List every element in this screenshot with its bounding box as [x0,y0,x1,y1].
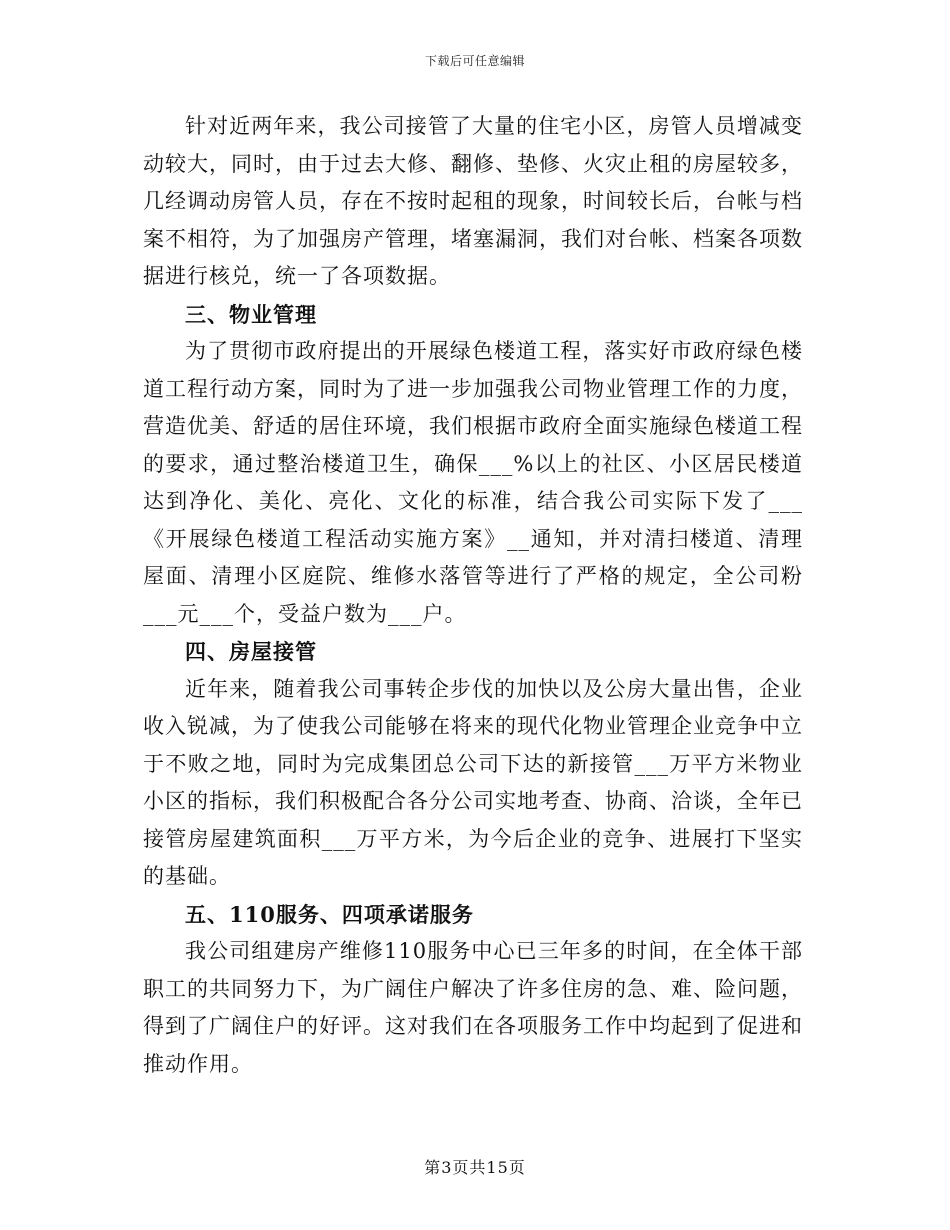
paragraph-green-corridor: 为了贯彻市政府提出的开展绿色楼道工程，落实好市政府绿色楼道工程行动方案，同时为了进一步加强我公司物业管理工作的力度，营造优美、舒适的居住环境，我们根据市政府全面实施绿色楼道工程的要求，通过整治楼道卫生，确保___%以上的社区、小区居民楼道达到净化、美化、亮化、文化的标准，结合我公司实际下发了___《开展绿色楼道工程活动实施方案》__通知，并对清扫楼道、清理屋面、清理小区庭院、维修水落管等进行了严格的规定，全公司粉___元___个，受益户数为___户。 [143,339,803,626]
section-heading-property-management: 三、物业管理 [185,301,317,327]
document-body [143,108,803,1083]
paragraph-ledger-check: 针对近两年来，我公司接管了大量的住宅小区，房管人员增减变动较大，同时，由于过去大修、翻修、垫修、火灾止租的房屋较多，几经调动房管人员，存在不按时起租的现象，时间较长后，台帐与档案不相符，为了加强房产管理，堵塞漏洞，我们对台帐、档案各项数据进行核兑，统一了各项数据。 [143,114,803,288]
paragraph-110-service: 我公司组建房产维修110服务中心已三年多的时间，在全体干部职工的共同努力下，为广阔住户解决了许多住房的急、难、险问题，得到了广阔住户的好评。这对我们在各项服务工作中均起到了促进和推动作用。 [143,939,803,1076]
section-heading-110-service: 五、110服务、四项承诺服务 [185,901,474,927]
header-note: 下载后可任意编辑 [424,54,525,68]
paragraph-housing-takeover: 近年来，随着我公司事转企步伐的加快以及公房大量出售，企业收入锐减，为了使我公司能够在将来的现代化物业管理企业竞争中立于不败之地，同时为完成集团总公司下达的新接管___万平方米物业小区的指标，我们积极配合各分公司实地考查、协商、洽谈，全年已接管房屋建筑面积___万平方米，为今后企业的竞争、进展打下坚实的基础。 [143,676,803,888]
section-heading-housing-takeover: 四、房屋接管 [185,639,317,664]
page-number: 第3页共15页 [424,1158,526,1177]
